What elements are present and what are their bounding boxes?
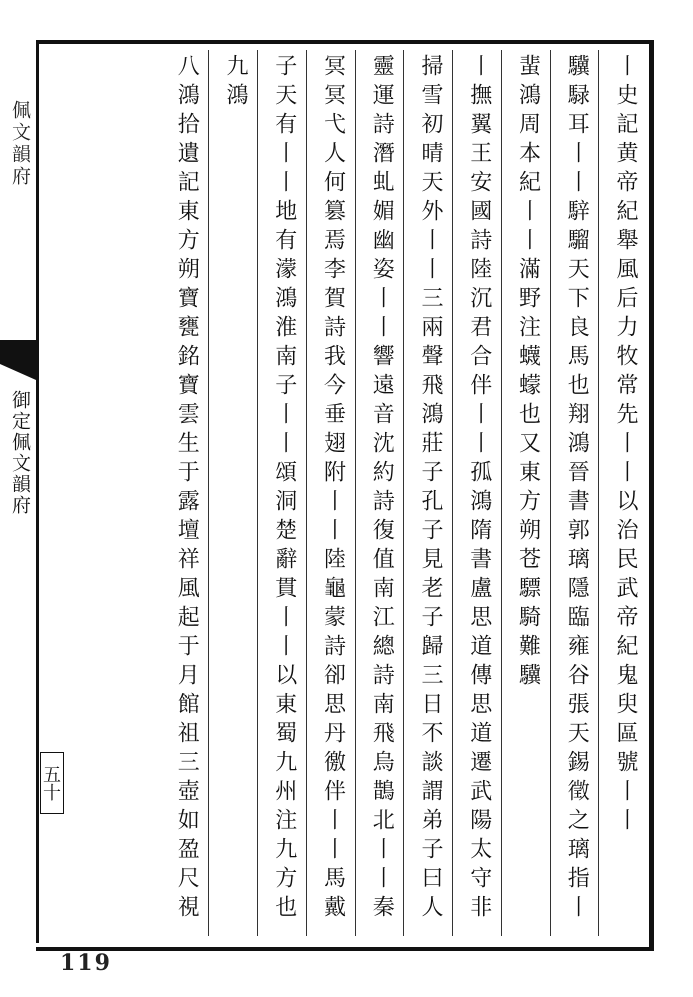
text-column: 驥騄耳丨丨騂騮天下良馬也翔鴻晉書郭璃隱臨雍谷張天錫徵之璃指丨 [550, 50, 599, 936]
text-column: 子天有丨丨地有濛鴻淮南子丨丨頌洞楚辭貫丨丨以東蜀九州注九方也 [257, 50, 306, 936]
text-column: 冥冥弋人何篡焉李賀詩我今垂翅附丨丨陸龜蒙詩卻思丹徼伴丨丨馬戴 [306, 50, 355, 936]
text-column: 八鴻拾遺記東方朔寶甕銘寶雲生于露壇祥風起于月館祖三壺如盈尺視 [174, 54, 200, 924]
text-column: 丨撫翼王安國詩陸沉君合伴丨丨孤鴻隋書盧思道傳思道遷武陽太守非 [452, 50, 501, 936]
text-column: 蜚鴻周本紀丨丨滿野注蠛蠓也又東方朔苍驃騎難驥 [501, 50, 550, 936]
text-column: 九鴻 [208, 50, 257, 936]
text-column: 丨史記黄帝紀舉風后力牧常先丨丨以治民武帝紀鬼臾區號丨丨 [598, 50, 647, 936]
text-column: 掃雪初晴天外丨丨三兩聲飛鴻莊子孔子見老子歸三日不談謂弟子曰人 [403, 50, 452, 936]
text-columns [62, 50, 647, 936]
bottom-page-fragment: 119 [60, 950, 112, 976]
text-column: 靈運詩潛虬媚幽姿丨丨響遠音沈約詩復值南江總詩南飛烏鵲北丨丨秦 [355, 50, 404, 936]
book-title: 佩文韻府 [9, 100, 31, 188]
section-title: 御定佩文韻府 [9, 390, 31, 516]
fishtail-mark [0, 340, 36, 380]
margin-strip [0, 40, 40, 943]
page-number: 五十 [40, 752, 64, 814]
